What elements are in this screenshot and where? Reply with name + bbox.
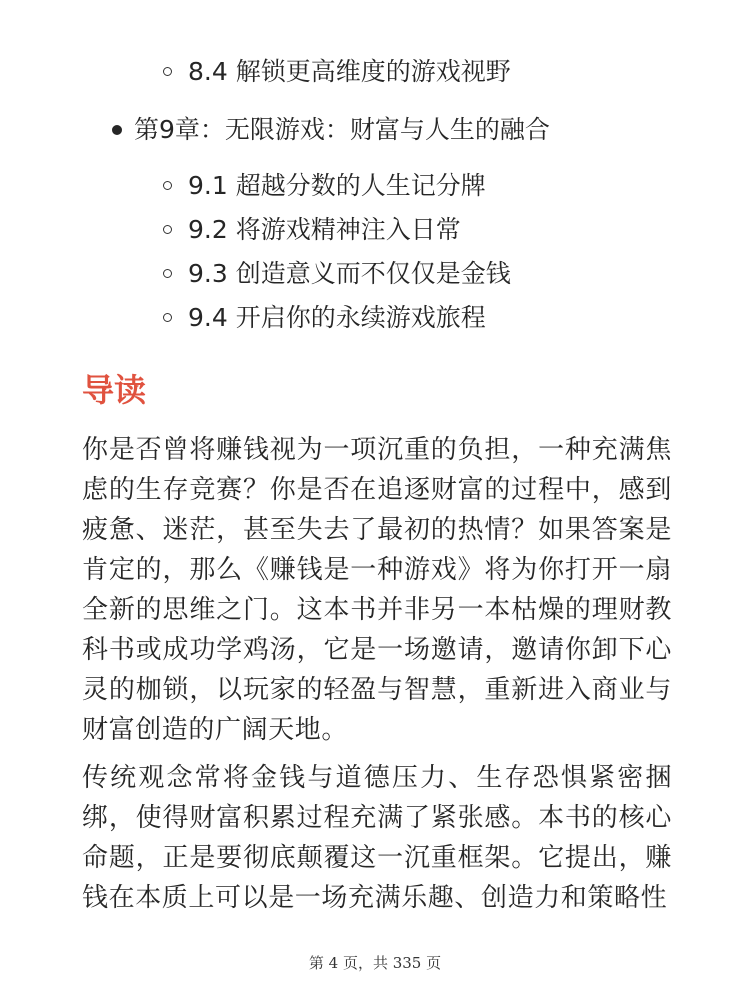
hollow-bullet-icon (163, 181, 172, 190)
hollow-bullet-icon (163, 225, 172, 234)
toc-chapter-label: 第9章：无限游戏：财富与人生的融合 (134, 115, 550, 144)
hollow-bullet-icon (163, 269, 172, 278)
toc-subitem[interactable] (162, 252, 511, 296)
toc-subitem[interactable] (162, 164, 511, 208)
toc-chapter-list (112, 108, 550, 152)
body-paragraph: 你是否曾将赚钱视为一项沉重的负担，一种充满焦虑的生存竞赛？你是否在追逐财富的过程中，感到疲惫、迷茫，甚至失去了最初的热情？如果答案是肯定的，那么《赚钱是一种游戏》将为你打开一扇全新的思维之门。这本书并非另一本枯燥的理财教科书或成功学鸡汤，它是一场邀请，邀请你卸下心灵的枷锁，以玩家的轻盈与智慧，重新进入商业与财富创造的广阔天地。 (82, 435, 672, 745)
toc-sublist-chapter-9 (162, 164, 511, 340)
toc-subitem[interactable] (162, 296, 511, 340)
section-heading: 导读 (82, 371, 147, 409)
page-number-footer: 第 4 页，共 335 页 (308, 954, 442, 972)
toc-subitem-label: 9.4 开启你的永续游戏旅程 (188, 303, 486, 332)
toc-chapter-item[interactable] (112, 108, 550, 152)
toc-subitem-label: 8.4 解锁更高维度的游戏视野 (188, 57, 511, 86)
toc-subitem-label: 9.2 将游戏精神注入日常 (188, 215, 461, 244)
toc-subitem-label: 9.3 创造意义而不仅仅是金钱 (188, 259, 511, 288)
body-paragraph: 传统观念常将金钱与道德压力、生存恐惧紧密捆绑，使得财富积累过程充满了紧张感。本书的核心命题，正是要彻底颠覆这一沉重框架。它提出，赚钱在本质上可以是一场充满乐趣、创造力和策略性 (82, 763, 672, 913)
toc-subitem[interactable] (162, 208, 511, 252)
toc-sublist-chapter-8 (162, 50, 511, 94)
hollow-bullet-icon (163, 67, 172, 76)
toc-subitem-label: 9.1 超越分数的人生记分牌 (188, 171, 486, 200)
hollow-bullet-icon (163, 313, 172, 322)
toc-subitem[interactable] (162, 50, 511, 94)
filled-bullet-icon (112, 125, 122, 135)
